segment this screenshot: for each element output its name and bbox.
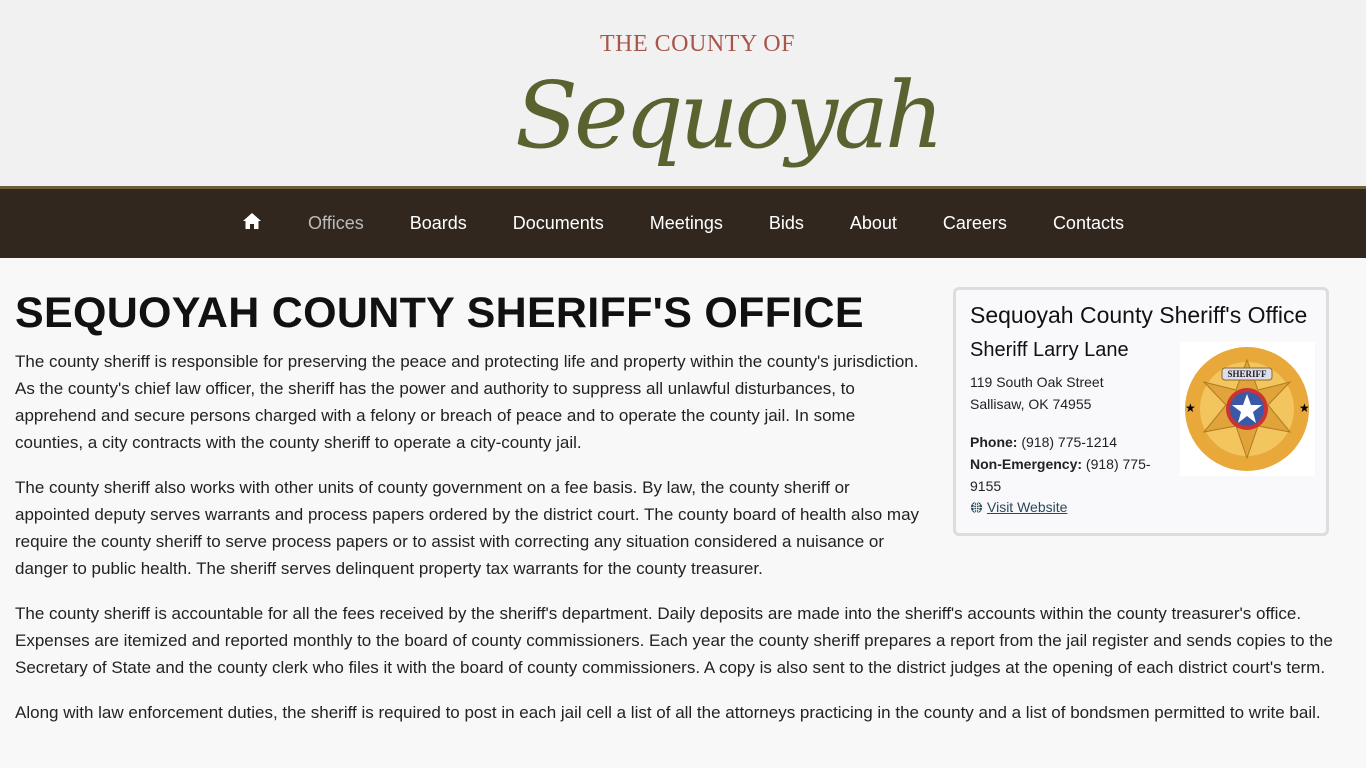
address-line1: 119 South Oak Street [970, 374, 1104, 390]
svg-text:★: ★ [1185, 401, 1196, 415]
office-info-card [953, 287, 1329, 536]
address [970, 371, 1165, 415]
nav-careers[interactable]: Careers [942, 213, 1007, 233]
nav-offices[interactable]: Offices [308, 213, 364, 233]
main-nav [0, 186, 1366, 258]
nav-home[interactable] [219, 212, 285, 235]
county-logo[interactable] [505, 22, 941, 180]
paragraph: Along with law enforcement duties, the sheriff is required to post in each jail cell a list of all the attorneys practicing in the county and a list of bondsmen permitted to write bail. [15, 703, 1321, 722]
page-title: SEQUOYAH COUNTY SHERIFF'S OFFICE [15, 289, 864, 337]
nav-about[interactable]: About [849, 213, 897, 233]
nav-documents[interactable]: Documents [512, 213, 604, 233]
paragraph: The county sheriff is accountable for all the fees received by the sheriff's department. Daily deposits are made into the sheriff's accounts within the county treasurer's office. Expenses are itemized and reported monthly to the board of county commissioners. Each year the county sheriff prepares a report from the jail register and sends copies to the Secretary of State and the county clerk who files it with the board of county commissioners. A copy is also sent to the district judges at the opening of each district court's term. [15, 604, 1333, 677]
site-header [0, 0, 1366, 186]
nav-meetings[interactable]: Meetings [649, 213, 723, 233]
non-emergency-label: Non-Emergency: [970, 456, 1083, 472]
phone-label: Phone: [970, 434, 1018, 450]
logo-script: Sequoyah [515, 62, 941, 169]
logo-top: THE COUNTY OF [600, 31, 795, 57]
svg-text:SHERIFF: SHERIFF [1227, 369, 1267, 379]
sheriff-name: Sheriff Larry Lane [970, 339, 1129, 361]
svg-text:★: ★ [1299, 401, 1310, 415]
nav-boards[interactable]: Boards [409, 213, 467, 233]
globe-icon [970, 501, 983, 514]
visit-website-label: Visit Website [987, 499, 1068, 515]
phone-number: (918) 775-1214 [1021, 434, 1118, 450]
office-name: Sequoyah County Sheriff's Office [970, 302, 1308, 328]
non-emergency-number: (918) 775-9155 [970, 456, 1151, 494]
phone-info [970, 431, 1165, 497]
nav-bids[interactable]: Bids [768, 213, 804, 233]
nav-contacts[interactable]: Contacts [1052, 213, 1124, 233]
paragraph: The county sheriff is responsible for preserving the peace and protecting life and property within the county's jurisdiction. As the county's chief law officer, the sheriff has the power and authority to suppress all unlawful disturbances, to apprehend and secure persons charged with a felony or breach of peace and to operate the county jail. In some counties, a city contracts with the county sheriff to operate a city-county jail. [15, 352, 919, 452]
home-icon [242, 212, 262, 230]
visit-website-link[interactable] [970, 499, 1312, 515]
sheriff-badge-image [1180, 342, 1315, 476]
paragraph: The county sheriff also works with other units of county government on a fee basis. By law, the county sheriff or appointed deputy serves warrants and process papers ordered by the district court. The county board of health also may require the county sheriff to serve process papers or to assist with correcting any situation considered a nuisance or danger to public health. The sheriff serves delinquent property tax warrants for the county treasurer. [15, 478, 920, 578]
address-line2: Sallisaw, OK 74955 [970, 396, 1092, 412]
